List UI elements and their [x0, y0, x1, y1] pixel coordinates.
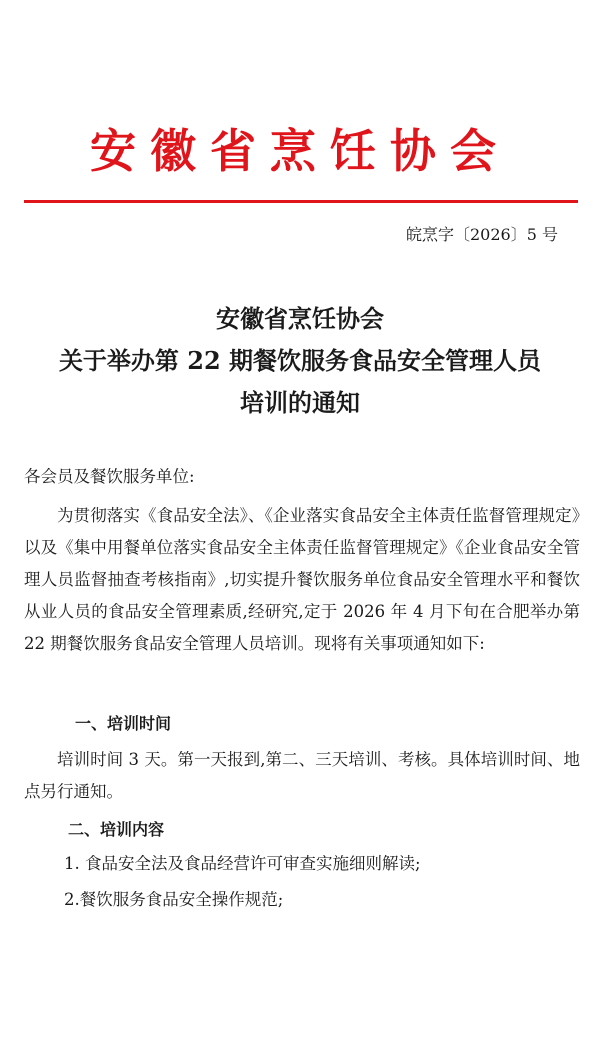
organization-header: 安徽省烹饪协会 — [90, 124, 510, 178]
document-title — [0, 298, 600, 424]
training-time-paragraph: 培训时间 3 天。第一天报到,第二、三天培训、考核。具体培训时间、地点另行通知。 — [24, 750, 580, 801]
title-line-2: 关于举办第 22 期餐饮服务食品安全管理人员 — [58, 346, 542, 375]
title-line-3: 培训的通知 — [240, 388, 360, 417]
intro-paragraph: 为贯彻落实《食品安全法》、《企业落实食品安全主体责任监督管理规定》以及《集中用餐单位落实食品安全主体责任监督管理规定》《企业食品安全管理人员监督抽查考核指南》,切实提升餐饮服务单位食品安全管理水平和餐饮从业人员的食品安全管理素质,经研究,定于 2026 年 4 月下旬在合肥举办第 22 期餐饮服务食品安全管理人员培训。现将有关事项通知如下: — [24, 506, 580, 653]
content-list-item: 2.餐饮服务食品安全操作规范; — [64, 890, 284, 909]
salutation: 各会员及餐饮服务单位: — [24, 467, 195, 486]
section-heading-training-time: 一、培训时间 — [75, 714, 172, 733]
document-number: 皖烹字〔2026〕5 号 — [406, 225, 558, 244]
content-list-item: 1. 食品安全法及食品经营许可审查实施细则解读; — [64, 854, 421, 873]
red-divider-line — [24, 200, 578, 203]
title-line-1: 安徽省烹饪协会 — [216, 304, 384, 333]
section-heading-training-content: 二、培训内容 — [68, 820, 165, 839]
